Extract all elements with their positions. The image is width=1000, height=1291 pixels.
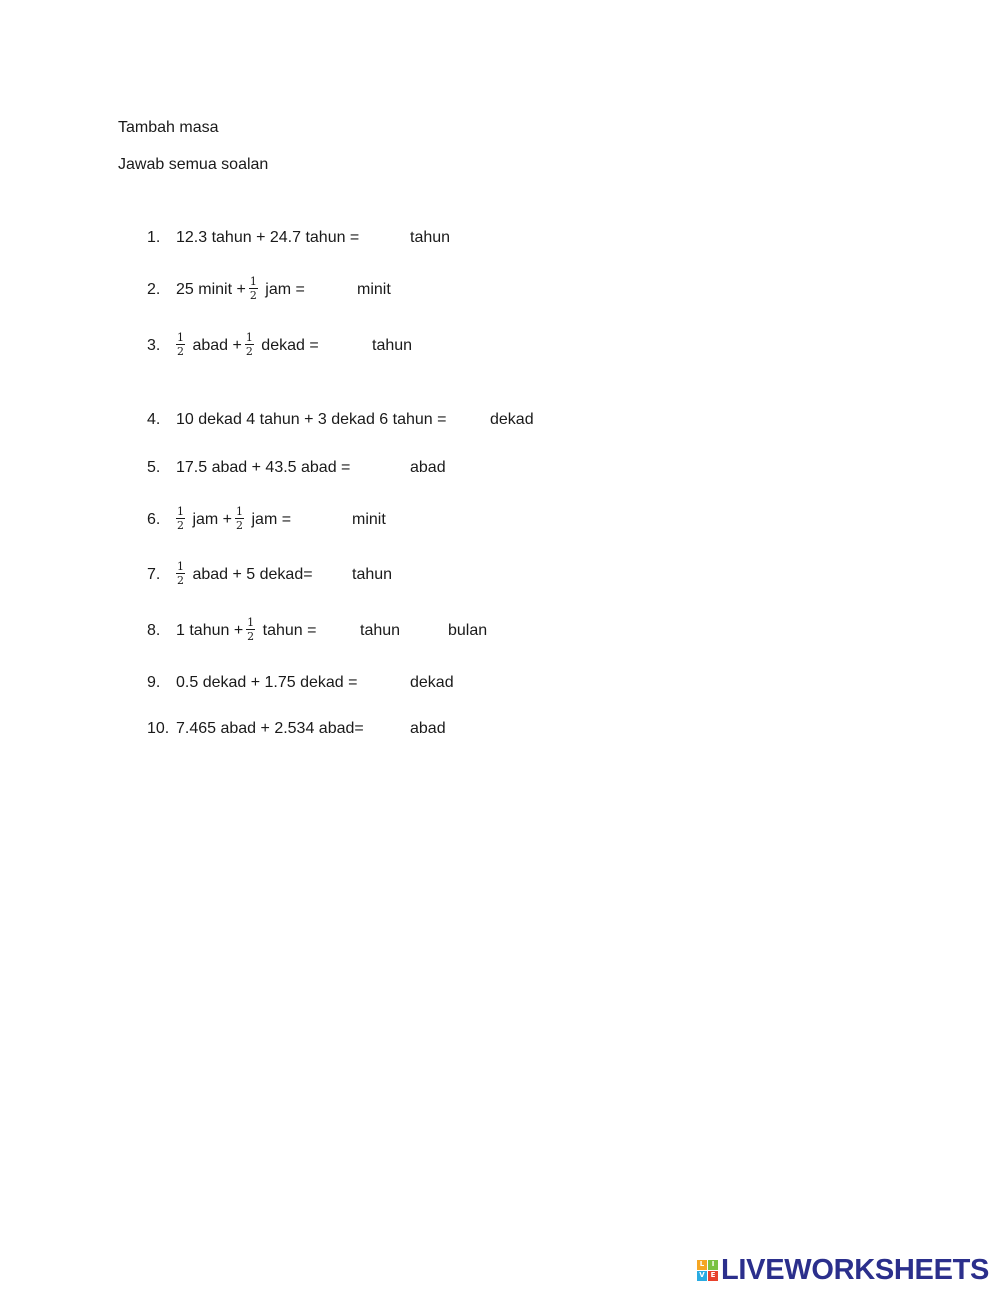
page-title: Tambah masa (118, 119, 219, 136)
fraction-half: $\frac{1}{2}$ (245, 331, 253, 359)
logo-letter-l: L (697, 1260, 707, 1270)
logo-letter-e: E (708, 1271, 718, 1281)
logo-letter-v: V (697, 1271, 707, 1281)
question-number: 3. (147, 337, 161, 354)
question-text: $\frac{1}{2}$ abad + $\frac{1}{2}$ dekad = (177, 331, 319, 359)
answer-unit: bulan (448, 622, 488, 639)
question-number: 9. (147, 674, 161, 691)
fraction-half: $\frac{1}{2}$ (236, 505, 244, 533)
fraction-half: $\frac{1}{2}$ (247, 616, 255, 644)
question-number: 6. (147, 511, 161, 528)
liveworksheets-logo (697, 1256, 989, 1284)
answer-unit: abad (410, 459, 446, 476)
question-text: $\frac{1}{2}$ jam + $\frac{1}{2}$ jam = (177, 505, 292, 533)
answer-unit: tahun (360, 622, 401, 639)
answer-unit: abad (410, 720, 446, 737)
fraction-half: $\frac{1}{2}$ (177, 505, 184, 533)
answer-unit: dekad (410, 674, 454, 691)
question-number: 7. (147, 566, 161, 583)
answer-unit: tahun (410, 229, 451, 246)
answer-unit: tahun (372, 337, 413, 354)
answer-unit: minit (357, 281, 391, 298)
answer-unit: minit (352, 511, 386, 528)
question-text: 10 dekad 4 tahun + 3 dekad 6 tahun = (176, 411, 447, 428)
answer-unit: dekad (490, 411, 534, 428)
question-number: 2. (147, 281, 161, 298)
question-number: 10. (147, 720, 170, 737)
fraction-half: $\frac{1}{2}$ (177, 560, 184, 588)
question-number: 4. (147, 411, 161, 428)
live-grid-icon (697, 1260, 718, 1281)
question-text: 25 minit + $\frac{1}{2}$ jam = (176, 275, 305, 303)
logo-wordmark: LIVEWORKSHEETS (721, 1254, 990, 1286)
question-text: 0.5 dekad + 1.75 dekad = (176, 674, 358, 691)
instruction-text: Jawab semua soalan (118, 156, 269, 173)
question-number: 5. (147, 459, 161, 476)
answer-unit: tahun (352, 566, 393, 583)
fraction-half: $\frac{1}{2}$ (177, 331, 184, 359)
question-number: 1. (147, 229, 161, 246)
question-text: 7.465 abad + 2.534 abad= (176, 720, 364, 737)
question-text: $\frac{1}{2}$ abad + 5 dekad= (177, 560, 313, 588)
fraction-half: $\frac{1}{2}$ (249, 275, 257, 303)
logo-letter-i: I (708, 1260, 718, 1270)
question-text: 1 tahun + $\frac{1}{2}$ tahun = (176, 616, 317, 644)
question-text: 17.5 abad + 43.5 abad = (176, 459, 351, 476)
question-number: 8. (147, 622, 161, 639)
question-text: 12.3 tahun + 24.7 tahun = (176, 229, 360, 246)
